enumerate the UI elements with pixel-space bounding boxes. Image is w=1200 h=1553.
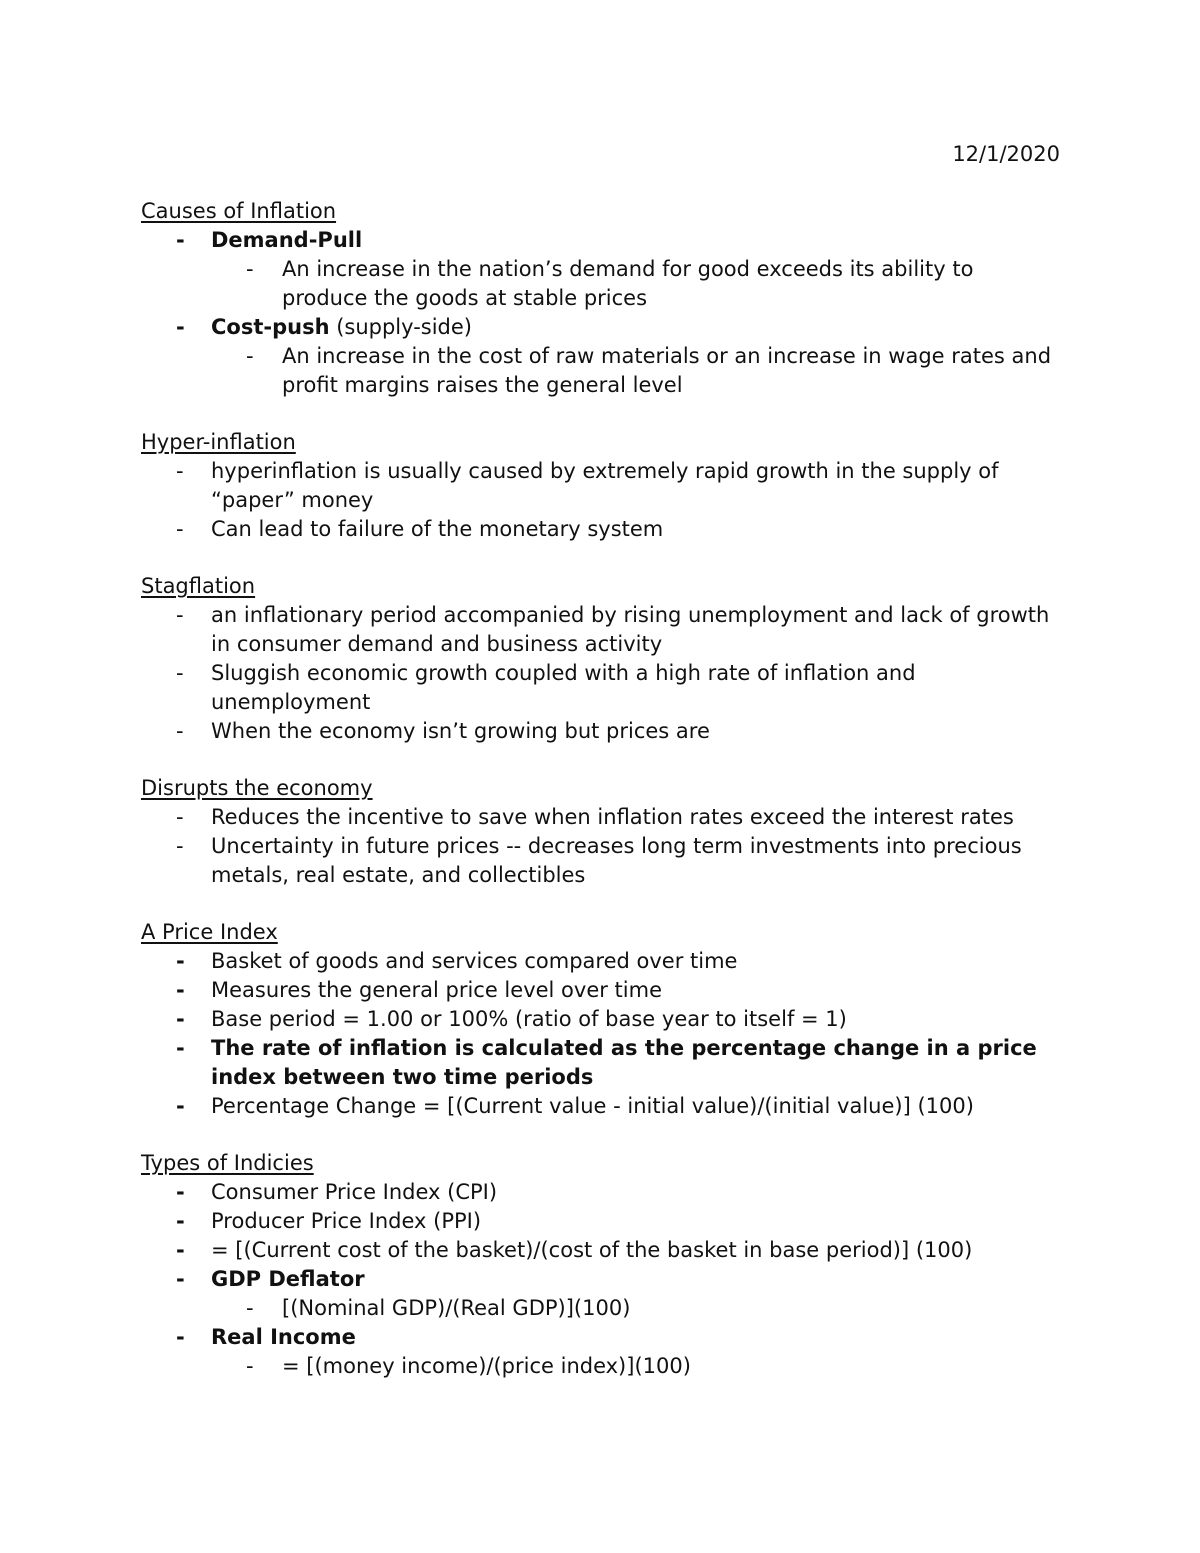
list-item: [141, 659, 1061, 717]
bullet-dash: -: [176, 1036, 185, 1060]
notes-body: [141, 197, 1061, 1409]
bullet-dash: -: [176, 719, 184, 743]
bullet-dash: -: [246, 1296, 254, 1320]
section-heading: Stagflation: [141, 574, 256, 598]
list-item: [141, 1207, 1061, 1236]
list-item: [141, 1005, 1061, 1034]
item-text: An increase in the cost of raw materials or an increase in wage rates and profit margins raises the general level: [282, 344, 1052, 397]
item-bold-text: The rate of inflation is calculated as the percentage change in a price index between two time periods: [211, 1036, 1037, 1089]
bullet-dash: -: [176, 1325, 185, 1349]
section-heading: Causes of Inflation: [141, 199, 337, 223]
bullet-dash: -: [246, 344, 254, 368]
bullet-dash: -: [176, 1238, 185, 1262]
section-heading: Disrupts the economy: [141, 776, 373, 800]
section-causes-of-inflation: [141, 197, 1061, 400]
list-item: [141, 1178, 1061, 1207]
item-text: Base period = 1.00 or 100% (ratio of base year to itself = 1): [211, 1007, 847, 1031]
list-item: [141, 803, 1061, 832]
section-types-of-indicies: [141, 1149, 1061, 1381]
item-text: an inflationary period accompanied by rising unemployment and lack of growth in consumer demand and business activity: [211, 603, 1050, 656]
bullet-dash: -: [246, 1354, 254, 1378]
list-item: [141, 947, 1061, 976]
note-date: 12/1/2020: [952, 142, 1060, 166]
bullet-dash: -: [176, 1209, 185, 1233]
list-item: [141, 601, 1061, 659]
item-bold-text: Real Income: [211, 1325, 356, 1349]
bullet-dash: -: [176, 459, 184, 483]
list-item-nested: [141, 1352, 1061, 1381]
section-heading: Types of Indicies: [141, 1151, 314, 1175]
bullet-dash: -: [246, 257, 254, 281]
list-item: [141, 1323, 1061, 1352]
bullet-dash: -: [176, 517, 184, 541]
section-disrupts-the-economy: [141, 774, 1061, 890]
section-a-price-index: [141, 918, 1061, 1121]
bullet-dash: -: [176, 805, 184, 829]
list-item: [141, 1034, 1061, 1092]
item-bold-text: Cost-push: [211, 315, 330, 339]
list-item: [141, 832, 1061, 890]
bullet-dash: -: [176, 949, 185, 973]
item-text: An increase in the nation’s demand for good exceeds its ability to produce the goods at stable prices: [282, 257, 974, 310]
list-item: [141, 717, 1061, 746]
item-text: Reduces the incentive to save when inflation rates exceed the interest rates: [211, 805, 1014, 829]
item-text: Consumer Price Index (CPI): [211, 1180, 498, 1204]
bullet-dash: -: [176, 1094, 185, 1118]
item-text: (supply-side): [329, 315, 472, 339]
list-item-nested: [141, 342, 1061, 400]
item-bold-text: Demand-Pull: [211, 228, 363, 252]
item-bold-text: GDP Deflator: [211, 1267, 365, 1291]
list-item: [141, 226, 1061, 255]
item-text: Basket of goods and services compared over time: [211, 949, 738, 973]
list-item: [141, 1092, 1061, 1121]
section-hyper-inflation: [141, 428, 1061, 544]
section-stagflation: [141, 572, 1061, 746]
bullet-dash: -: [176, 228, 185, 252]
list-item: [141, 1265, 1061, 1294]
bullet-dash: -: [176, 661, 184, 685]
list-item: [141, 1236, 1061, 1265]
item-text: = [(money income)/(price index)](100): [282, 1354, 691, 1378]
bullet-dash: -: [176, 1180, 185, 1204]
item-text: Producer Price Index (PPI): [211, 1209, 482, 1233]
list-item: [141, 976, 1061, 1005]
section-heading: Hyper-inflation: [141, 430, 296, 454]
item-text: Percentage Change = [(Current value - initial value)/(initial value)] (100): [211, 1094, 974, 1118]
bullet-dash: -: [176, 978, 185, 1002]
bullet-dash: -: [176, 603, 184, 627]
list-item: [141, 457, 1061, 515]
item-text: Uncertainty in future prices -- decreases long term investments into precious metals, real estate, and collectibles: [211, 834, 1022, 887]
item-text: [(Nominal GDP)/(Real GDP)](100): [282, 1296, 631, 1320]
section-heading: A Price Index: [141, 920, 278, 944]
item-text: Sluggish economic growth coupled with a high rate of inflation and unemployment: [211, 661, 916, 714]
item-text: Measures the general price level over time: [211, 978, 662, 1002]
item-text: Can lead to failure of the monetary system: [211, 517, 664, 541]
bullet-dash: -: [176, 1007, 185, 1031]
list-item: [141, 515, 1061, 544]
item-text: When the economy isn’t growing but prices are: [211, 719, 710, 743]
bullet-dash: -: [176, 1267, 185, 1291]
item-text: = [(Current cost of the basket)/(cost of the basket in base period)] (100): [211, 1238, 973, 1262]
list-item: [141, 313, 1061, 342]
bullet-dash: -: [176, 834, 184, 858]
list-item-nested: [141, 1294, 1061, 1323]
bullet-dash: -: [176, 315, 185, 339]
item-text: hyperinflation is usually caused by extremely rapid growth in the supply of “paper” money: [211, 459, 999, 512]
list-item-nested: [141, 255, 1061, 313]
